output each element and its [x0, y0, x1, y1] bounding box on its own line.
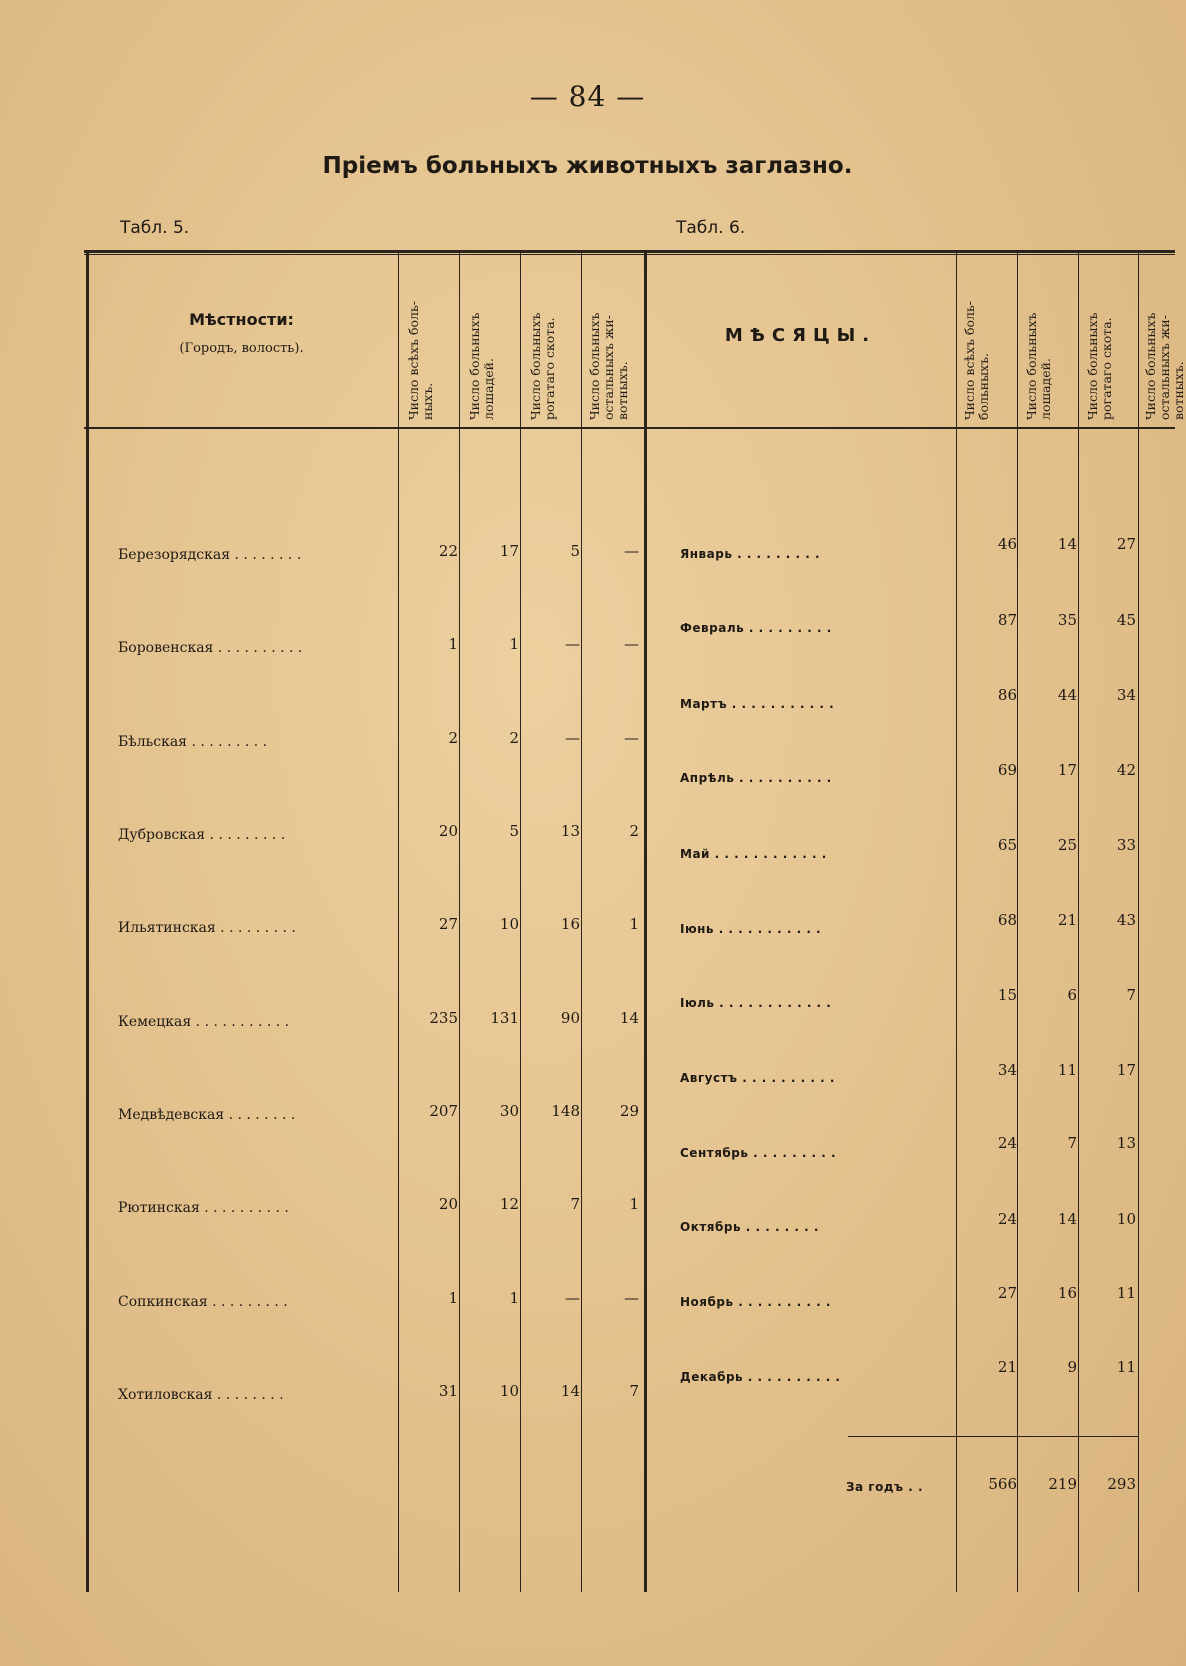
col-divider — [1078, 252, 1079, 1592]
table6-cell: 87 — [997, 611, 1017, 629]
table5-cell: 1 — [629, 915, 639, 933]
table6-row-label: Декабрь . . . . . . . . . . — [680, 1370, 841, 1384]
table5-header-title — [89, 310, 394, 356]
table6-cell: 15 — [997, 986, 1017, 1004]
table5-cell: 1 — [629, 1195, 639, 1213]
table5-cell: 2 — [509, 729, 519, 747]
table5-cell: 7 — [629, 1382, 639, 1400]
table6-cell: 69 — [997, 761, 1017, 779]
t5-col-other-header: Число больныхъ остальныхъ жи- вотныхъ. — [587, 312, 630, 420]
table6-cell: 21 — [997, 1358, 1017, 1376]
t6-col-cattle-header: Число больныхъ рогатаго скота. — [1085, 312, 1114, 420]
table6-cell: 86 — [997, 686, 1017, 704]
table5-cell: 235 — [429, 1009, 458, 1027]
table6-row-label: Іюль . . . . . . . . . . . . — [680, 996, 832, 1010]
table5-cell: 14 — [560, 1382, 580, 1400]
table6-row-label: Сентябрь . . . . . . . . . — [680, 1146, 837, 1160]
table5-cell: 29 — [619, 1102, 639, 1120]
year-total-cattle: 293 — [1107, 1475, 1136, 1493]
table5-cell: 14 — [619, 1009, 639, 1027]
table6-cell: 16 — [1057, 1284, 1077, 1302]
table-middle-divider — [644, 252, 647, 1592]
table5-cell: — — [624, 635, 639, 653]
col-divider — [520, 252, 521, 1592]
t6-col-horses-header: Число больныхъ лошадей. — [1024, 312, 1053, 420]
table5-cell: 31 — [438, 1382, 458, 1400]
table6-cell: 27 — [1116, 535, 1136, 553]
page-heading: Пріемъ больныхъ животныхъ заглазно. — [322, 153, 853, 179]
table6-cell: 34 — [997, 1061, 1017, 1079]
col-divider — [956, 252, 957, 1592]
table6-cell: 14 — [1057, 1210, 1077, 1228]
table5-row-label: Ильятинская . . . . . . . . . — [118, 920, 296, 936]
table5-cell: 90 — [560, 1009, 580, 1027]
table5-cell: 30 — [499, 1102, 519, 1120]
header-locality: Мѣстности: — [189, 310, 294, 329]
table6-cell: 7 — [1067, 1134, 1077, 1152]
year-total-label: За годъ . . — [846, 1480, 923, 1494]
total-rule — [848, 1436, 1138, 1437]
table6-cell: 14 — [1057, 535, 1077, 553]
table5-cell: 207 — [429, 1102, 458, 1120]
t5-col-cattle-header: Число больныхъ рогатаго скота. — [528, 312, 557, 420]
col-divider — [459, 252, 460, 1592]
table5-cell: 10 — [499, 1382, 519, 1400]
table6-row-label: Августъ . . . . . . . . . . — [680, 1071, 835, 1085]
table5-cell: — — [565, 635, 580, 653]
table5-row-label: Боровенская . . . . . . . . . . — [118, 640, 303, 656]
year-total-all: 566 — [988, 1475, 1017, 1493]
table5-cell: — — [624, 542, 639, 560]
table6-cell: 24 — [997, 1134, 1017, 1152]
table5-cell: — — [565, 729, 580, 747]
table6-cell: 68 — [997, 911, 1017, 929]
table5-row-label: Сопкинская . . . . . . . . . — [118, 1294, 288, 1310]
table6-cell: 27 — [997, 1284, 1017, 1302]
col-divider — [581, 252, 582, 1592]
table5-row-label: Березорядская . . . . . . . . — [118, 547, 302, 563]
table6-cell: 24 — [997, 1210, 1017, 1228]
table6-row-label: Январь . . . . . . . . . — [680, 547, 821, 561]
table6-row-label: Май . . . . . . . . . . . . — [680, 847, 827, 861]
table6-cell: 25 — [1057, 836, 1077, 854]
table6-cell: 9 — [1067, 1358, 1077, 1376]
table6-cell: 45 — [1116, 611, 1136, 629]
table5-cell: — — [624, 1289, 639, 1307]
table5-cell: 20 — [438, 1195, 458, 1213]
table5-cell: 1 — [509, 635, 519, 653]
table5-cell: 12 — [499, 1195, 519, 1213]
table5-cell: 13 — [560, 822, 580, 840]
table5-cell: 148 — [551, 1102, 580, 1120]
table6-row-label: Іюнь . . . . . . . . . . . — [680, 922, 822, 936]
table5-row-label: Дубровская . . . . . . . . . — [118, 827, 286, 843]
t5-col-horses-header: Число больныхъ лошадей. — [467, 312, 496, 420]
table5-row-label: Медвѣдевская . . . . . . . . — [118, 1107, 296, 1123]
table6-cell: 35 — [1057, 611, 1077, 629]
table6-cell: 33 — [1116, 836, 1136, 854]
t6-col-total-header: Число всѣхъ боль- больныхъ. — [962, 300, 991, 420]
t6-col-other-header: Число больныхъ остальныхъ жи- вотныхъ. — [1143, 312, 1186, 420]
table6-cell: 34 — [1116, 686, 1136, 704]
table6-header-title: МѢСЯЦЫ. — [724, 325, 877, 346]
table5-cell: 5 — [509, 822, 519, 840]
table-left-border — [86, 252, 89, 1592]
table6-cell: 10 — [1116, 1210, 1136, 1228]
table5-cell: 2 — [629, 822, 639, 840]
table5-cell: 1 — [448, 635, 458, 653]
table6-cell: 7 — [1126, 986, 1136, 1004]
table6-caption: Табл. 6. — [676, 218, 746, 238]
table5-cell: — — [565, 1289, 580, 1307]
table5-cell: 20 — [438, 822, 458, 840]
table6-cell: 21 — [1057, 911, 1077, 929]
table6-cell: 46 — [997, 535, 1017, 553]
table6-row-label: Октябрь . . . . . . . . — [680, 1220, 819, 1234]
col-divider — [1017, 252, 1018, 1592]
table5-cell: — — [624, 729, 639, 747]
year-total-horses: 219 — [1048, 1475, 1077, 1493]
table5-row-label: Бѣльская . . . . . . . . . — [118, 734, 268, 750]
table6-cell: 11 — [1057, 1061, 1077, 1079]
table6-cell: 6 — [1067, 986, 1077, 1004]
table5-cell: 131 — [490, 1009, 519, 1027]
table6-row-label: Апрѣль . . . . . . . . . . — [680, 771, 832, 785]
col-divider — [398, 252, 399, 1592]
col-divider — [1138, 252, 1139, 1592]
table5-cell: 2 — [448, 729, 458, 747]
table6-row-label: Ноябрь . . . . . . . . . . — [680, 1295, 831, 1309]
table5-cell: 17 — [499, 542, 519, 560]
table6-cell: 43 — [1116, 911, 1136, 929]
table6-cell: 44 — [1057, 686, 1077, 704]
table6-cell: 11 — [1116, 1358, 1136, 1376]
t5-col-total-header: Число всѣхъ боль- ныхъ. — [406, 300, 435, 420]
header-locality-sub: (Городъ, волость). — [179, 341, 304, 356]
page-number: — 84 — — [529, 80, 646, 113]
table6-cell: 42 — [1116, 761, 1136, 779]
table6-cell: 65 — [997, 836, 1017, 854]
table5-caption: Табл. 5. — [120, 218, 190, 238]
table5-cell: 1 — [509, 1289, 519, 1307]
table5-cell: 5 — [570, 542, 580, 560]
table6-cell: 17 — [1116, 1061, 1136, 1079]
table-top-rule — [84, 250, 1175, 253]
table5-cell: 22 — [438, 542, 458, 560]
table-header-rule — [84, 427, 1175, 429]
table6-row-label: Февраль . . . . . . . . . — [680, 621, 832, 635]
table5-cell: 1 — [448, 1289, 458, 1307]
table5-row-label: Кемецкая . . . . . . . . . . . — [118, 1014, 290, 1030]
table-top-rule-thin — [84, 254, 1175, 255]
table5-row-label: Хотиловская . . . . . . . . — [118, 1387, 284, 1403]
table6-cell: 13 — [1116, 1134, 1136, 1152]
table5-cell: 7 — [570, 1195, 580, 1213]
table5-cell: 10 — [499, 915, 519, 933]
table6-cell: 11 — [1116, 1284, 1136, 1302]
table5-row-label: Рютинская . . . . . . . . . . — [118, 1200, 289, 1216]
table5-cell: 27 — [438, 915, 458, 933]
table5-cell: 16 — [560, 915, 580, 933]
table6-cell: 17 — [1057, 761, 1077, 779]
table6-row-label: Мартъ . . . . . . . . . . . — [680, 697, 835, 711]
